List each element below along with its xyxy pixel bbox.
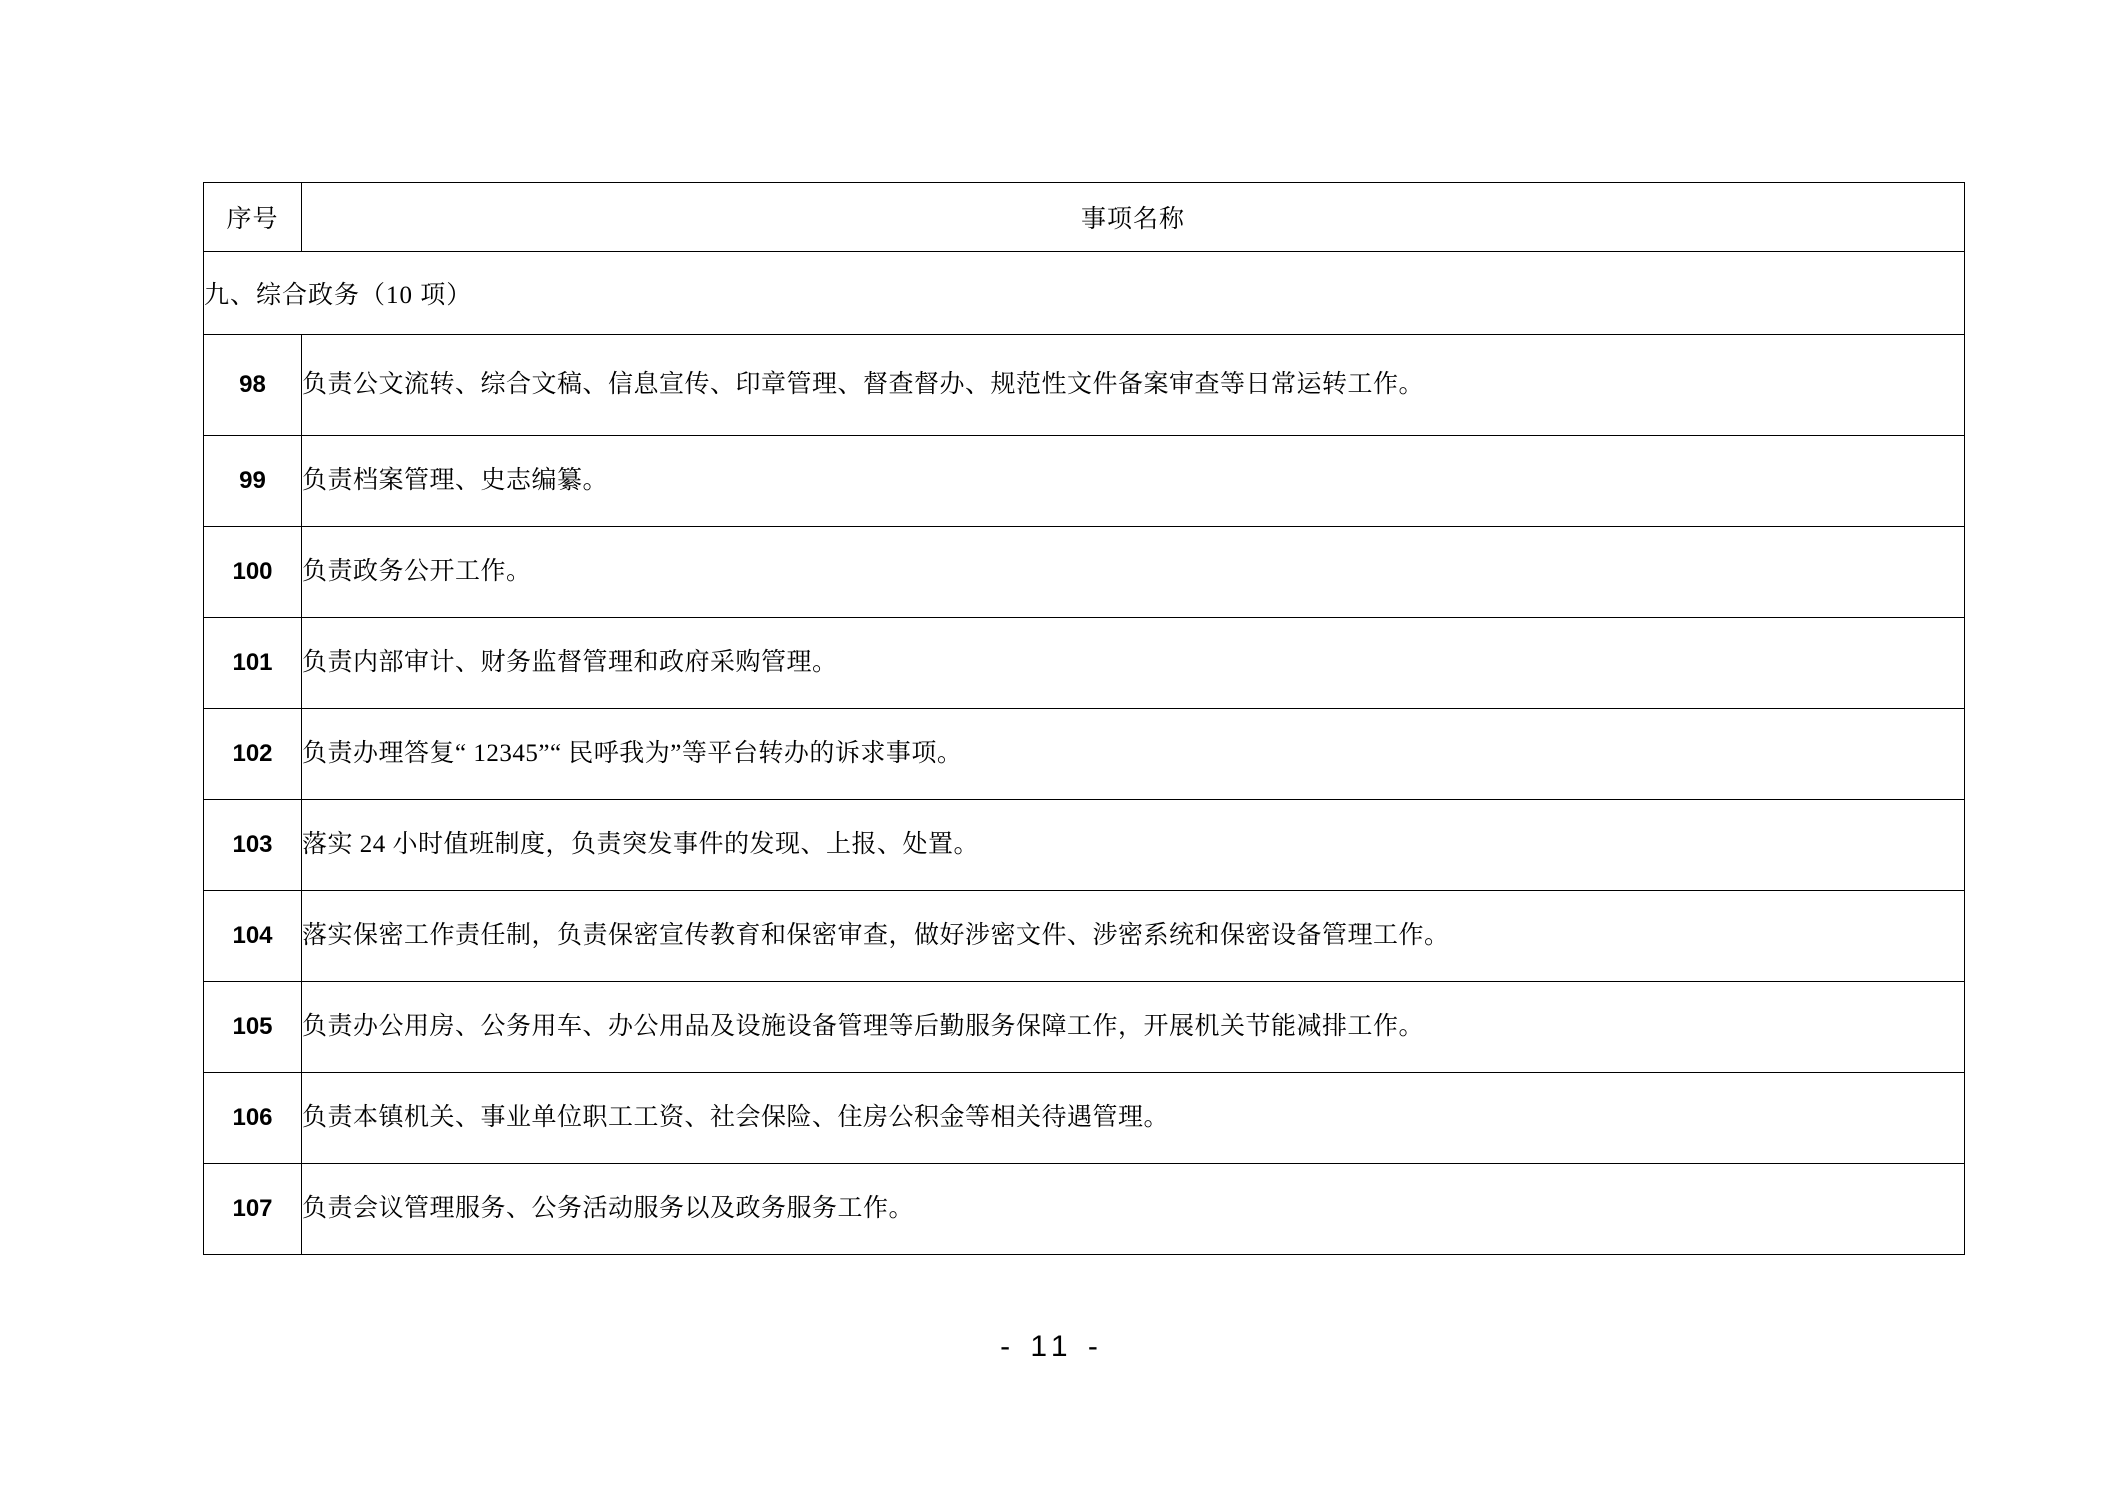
table-header-row — [204, 183, 1965, 252]
row-item-name: 负责公文流转、综合文稿、信息宣传、印章管理、督查督办、规范性文件备案审查等日常运转工作。 — [302, 335, 1965, 436]
row-number: 105 — [204, 982, 302, 1073]
row-item-name: 负责本镇机关、事业单位职工工资、社会保险、住房公积金等相关待遇管理。 — [302, 1073, 1965, 1164]
row-item-name: 负责政务公开工作。 — [302, 527, 1965, 618]
table-row — [204, 982, 1965, 1073]
row-item-name: 负责办理答复“ 12345”“ 民呼我为”等平台转办的诉求事项。 — [302, 709, 1965, 800]
table-row — [204, 1164, 1965, 1255]
row-item-name: 负责内部审计、财务监督管理和政府采购管理。 — [302, 618, 1965, 709]
table-row — [204, 891, 1965, 982]
table-row — [204, 436, 1965, 527]
row-number: 99 — [204, 436, 302, 527]
row-number: 101 — [204, 618, 302, 709]
table-row — [204, 800, 1965, 891]
table-row — [204, 527, 1965, 618]
row-number: 98 — [204, 335, 302, 436]
table-row — [204, 1073, 1965, 1164]
row-item-name: 落实 24 小时值班制度，负责突发事件的发现、上报、处置。 — [302, 800, 1965, 891]
section-heading-row — [204, 252, 1965, 335]
table-row — [204, 335, 1965, 436]
column-header-name: 事项名称 — [302, 183, 1965, 252]
row-number: 107 — [204, 1164, 302, 1255]
row-number: 102 — [204, 709, 302, 800]
row-number: 106 — [204, 1073, 302, 1164]
table-row — [204, 709, 1965, 800]
row-item-name: 负责会议管理服务、公务活动服务以及政务服务工作。 — [302, 1164, 1965, 1255]
row-item-name: 负责办公用房、公务用车、办公用品及设施设备管理等后勤服务保障工作，开展机关节能减排工作。 — [302, 982, 1965, 1073]
row-number: 103 — [204, 800, 302, 891]
row-number: 100 — [204, 527, 302, 618]
table-row — [204, 618, 1965, 709]
page-number: - 11 - — [1000, 1330, 1104, 1363]
row-item-name: 负责档案管理、史志编纂。 — [302, 436, 1965, 527]
column-header-no: 序号 — [204, 183, 302, 252]
row-number: 104 — [204, 891, 302, 982]
row-item-name: 落实保密工作责任制，负责保密宣传教育和保密审查，做好涉密文件、涉密系统和保密设备管理工作。 — [302, 891, 1965, 982]
items-table — [203, 182, 1965, 1255]
section-title: 九、综合政务（10 项） — [204, 252, 1965, 335]
